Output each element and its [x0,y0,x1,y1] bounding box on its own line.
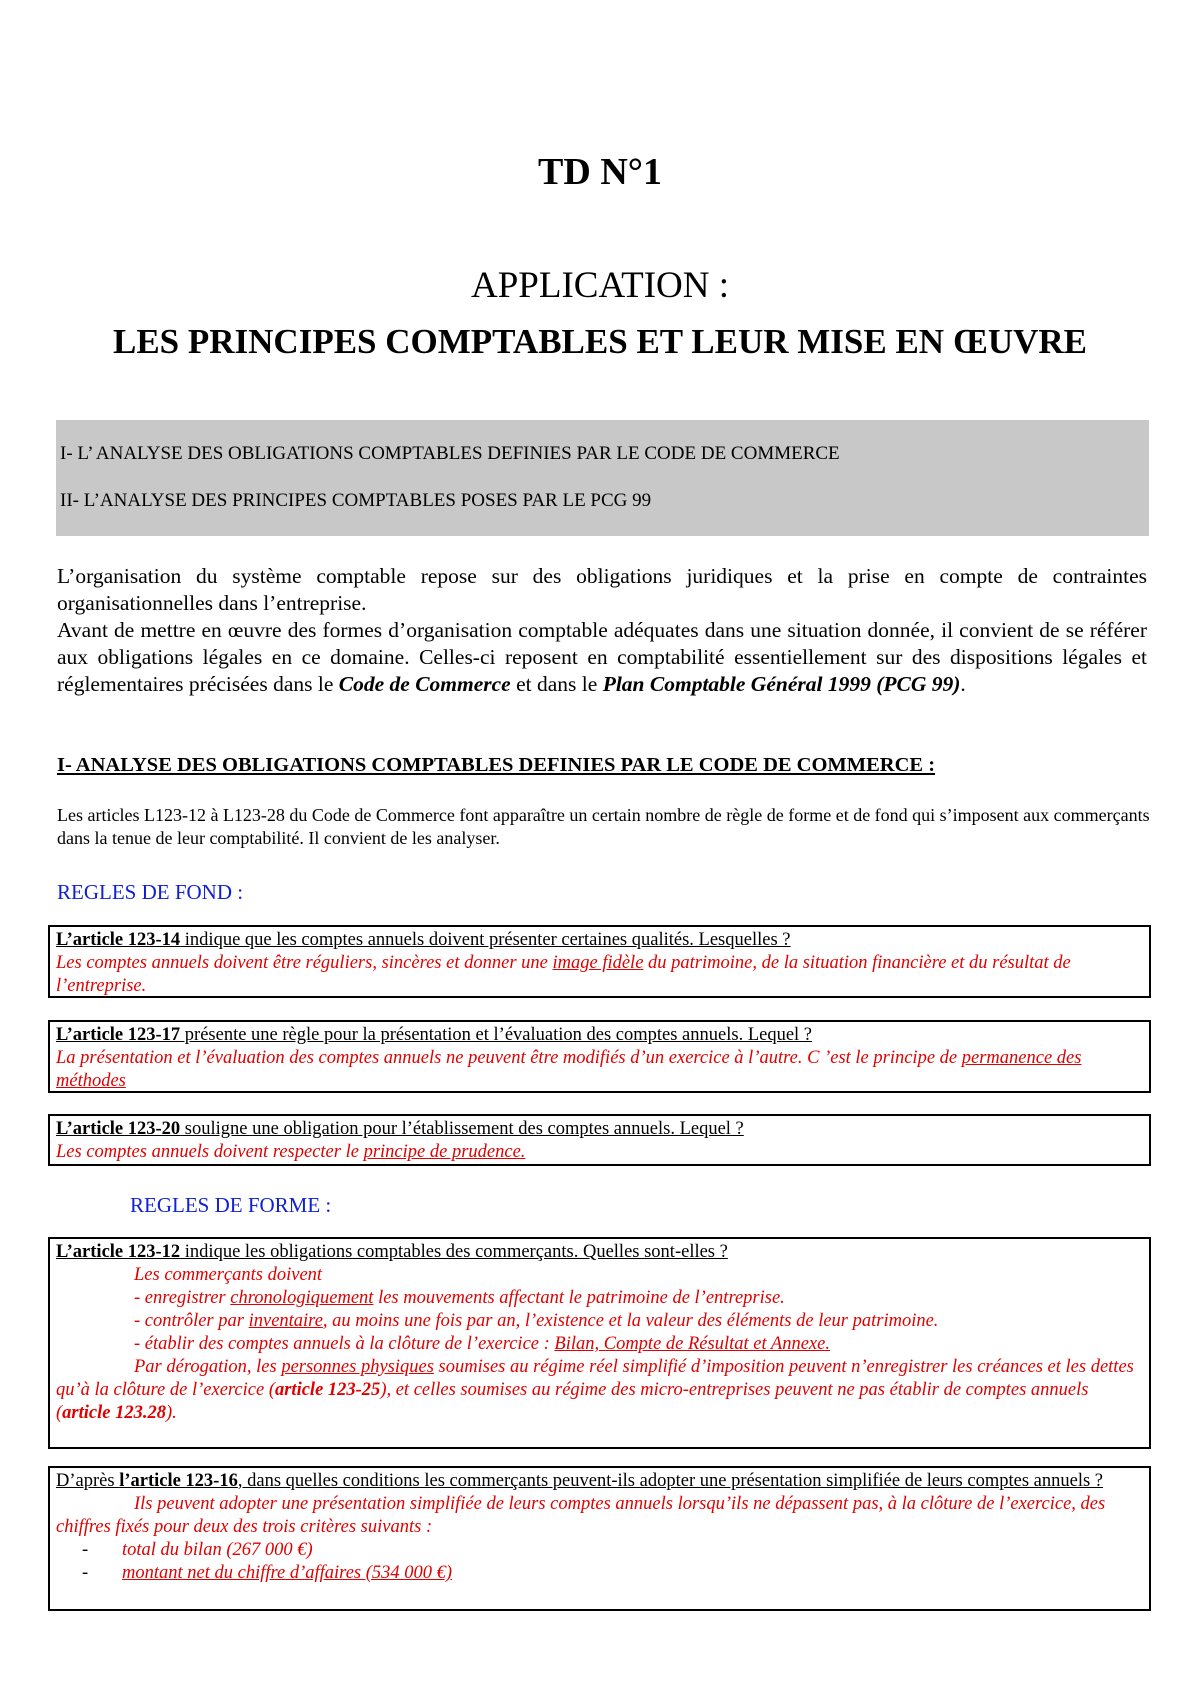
intro-paragraph [57,563,1147,698]
intro-p1: L’organisation du système comptable repose sur des obligations juridiques et la prise en compte de contraintes organisationnelles dans l’entreprise. [57,564,1147,615]
section-intro: Les articles L123-12 à L123-28 du Code de Commerce font apparaître un certain nombre de règle de forme et de fond qui s’imposent aux commerçants dans la tenue de leur comptabilité. Il convient de les analyser. [57,805,1150,848]
answer-line: - établir des comptes annuels à la clôture de l’exercice : Bilan, Compte de Résultat et Annexe. [134,1334,830,1354]
answer: Les comptes annuels doivent être réguliers, sincères et donner une image fidèle du patrimoine, de la situation financière et du résultat de l’entreprise. [56,953,1071,996]
criterion-item: - total du bilan (267 000 €) [82,1540,313,1560]
summary-box [56,420,1149,536]
answer-line: - contrôler par inventaire, au moins une fois par an, l’existence et la valeur des éléments de leur patrimoine. [134,1311,939,1331]
answer: Les comptes annuels doivent respecter le principe de prudence. [56,1142,526,1162]
regles-de-fond-heading: REGLES DE FOND : [57,880,244,904]
question: D’après l’article 123-16, dans quelles conditions les commerçants peuvent-ils adopter une présentation simplifiée de leurs comptes annuels ? [56,1471,1104,1491]
question: L’article 123-14 indique que les comptes annuels doivent présenter certaines qualités. Lesquelles ? [56,930,791,950]
question-box [48,1237,1151,1449]
summary-item: I- L’ ANALYSE DES OBLIGATIONS COMPTABLES DEFINIES PAR LE CODE DE COMMERCE [60,443,840,464]
answer-line: - enregistrer chronologiquement les mouvements affectant le patrimoine de l’entreprise. [134,1288,785,1308]
page-title: TD N°1 [538,151,662,193]
question-box [48,1020,1151,1093]
answer: La présentation et l’évaluation des comptes annuels ne peuvent être modifiés d’un exercice à l’autre. C ’est le principe de permanence des méthodes [56,1048,1082,1091]
answer-paragraph: Par dérogation, les personnes physiques soumises au régime réel simplifié d’imposition peuvent n’enregistrer les créances et les dettes qu’à la clôture de l’exercice (article 123-25), et celles soumises au régime des micro-entreprises peuvent ne pas établir de comptes annuels (article 123.28). [56,1357,1134,1423]
page-subtitle: APPLICATION : [471,265,729,306]
summary-item: II- L’ANALYSE DES PRINCIPES COMPTABLES POSES PAR LE PCG 99 [60,490,652,511]
dash-bullet: - [82,1540,89,1560]
section-heading: I- ANALYSE DES OBLIGATIONS COMPTABLES DEFINIES PAR LE CODE DE COMMERCE : [57,754,936,776]
dash-bullet: - [82,1563,89,1583]
question-box [48,1466,1151,1611]
question: L’article 123-20 souligne une obligation pour l’établissement des comptes annuels. Lequel ? [56,1119,744,1139]
criterion-item: - montant net du chiffre d’affaires (534 000 €) [82,1563,453,1583]
question: L’article 123-17 présente une règle pour la présentation et l’évaluation des comptes annuels. Lequel ? [56,1025,813,1045]
code-de-commerce: Code de Commerce [338,672,511,696]
answer: Ils peuvent adopter une présentation simplifiée de leurs comptes annuels lorsqu’ils ne dépassent pas, à la clôture de l’exercice, des chiffres fixés pour deux des trois critères suivants : [56,1494,1106,1537]
question: L’article 123-12 indique les obligations comptables des commerçants. Quelles sont-elles ? [56,1242,728,1262]
answer-line: Les commerçants doivent [134,1265,323,1285]
regles-de-forme-heading: REGLES DE FORME : [130,1193,332,1217]
page-subtitle-2: LES PRINCIPES COMPTABLES ET LEUR MISE EN ŒUVRE [112,322,1088,361]
question-box [48,1114,1151,1166]
pcg-reference: Plan Comptable Général 1999 (PCG 99) [602,672,961,696]
intro-p2: Avant de mettre en œuvre des formes d’organisation comptable adéquates dans une situation donnée, il convient de se référer aux obligations légales en ce domaine. Celles-ci reposent en comptabilité essentiellement sur des dispositions légales et réglementaires précisées dans le Code de Commerce et dans le Plan Comptable Général 1999 (PCG 99). [57,618,1147,696]
question-box [48,925,1151,998]
